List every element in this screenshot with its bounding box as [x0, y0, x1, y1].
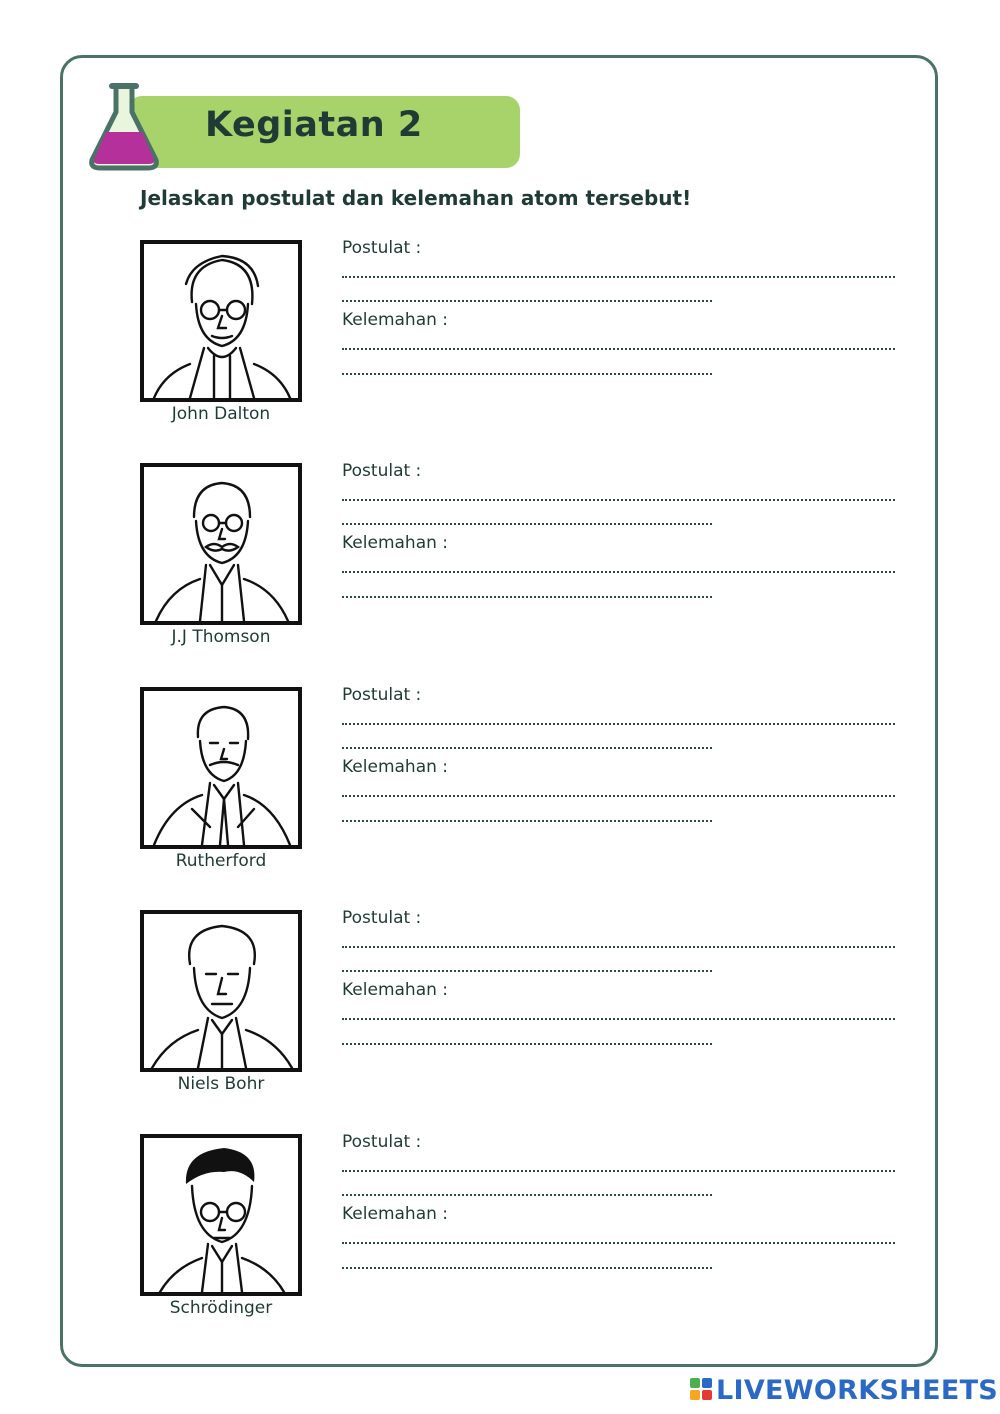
instruction-text: Jelaskan postulat dan kelemahan atom tersebut!	[140, 186, 692, 210]
answer-line[interactable]	[342, 1043, 712, 1045]
portrait-image	[140, 910, 302, 1072]
scientist-name: John Dalton	[171, 404, 271, 424]
answer-line[interactable]	[342, 723, 895, 725]
answer-line[interactable]	[342, 300, 712, 302]
answer-line[interactable]	[342, 523, 712, 525]
answer-line[interactable]	[342, 571, 895, 573]
portrait-image	[140, 687, 302, 849]
answer-line[interactable]	[342, 747, 712, 749]
portrait-drawing	[144, 244, 298, 398]
flask-icon	[86, 80, 162, 172]
scientist-name: Schrödinger	[169, 1298, 273, 1318]
postulat-label: Postulat :	[342, 908, 422, 928]
page-title: Kegiatan 2	[205, 105, 423, 145]
kelemahan-label: Kelemahan :	[342, 533, 449, 553]
portrait-drawing	[144, 691, 298, 845]
answer-line[interactable]	[342, 276, 895, 278]
answer-line[interactable]	[342, 820, 712, 822]
portrait-image	[140, 240, 302, 402]
portrait-drawing	[144, 914, 298, 1068]
answer-line[interactable]	[342, 1194, 712, 1196]
answer-line[interactable]	[342, 373, 712, 375]
answer-line[interactable]	[342, 1170, 895, 1172]
logo-grid-icon	[690, 1378, 712, 1400]
scientist-entry	[0, 1134, 1000, 1334]
logo-text: LIVEWORKSHEETS	[716, 1375, 999, 1406]
answer-line[interactable]	[342, 795, 895, 797]
postulat-label: Postulat :	[342, 238, 422, 258]
postulat-label: Postulat :	[342, 461, 422, 481]
answer-line[interactable]	[342, 499, 895, 501]
kelemahan-label: Kelemahan :	[342, 980, 449, 1000]
portrait-drawing	[144, 1138, 298, 1292]
answer-line[interactable]	[342, 970, 712, 972]
scientist-name: Rutherford	[175, 851, 267, 871]
kelemahan-label: Kelemahan :	[342, 310, 449, 330]
scientist-entry	[0, 687, 1000, 887]
portrait-drawing	[144, 467, 298, 621]
postulat-label: Postulat :	[342, 685, 422, 705]
scientist-entry	[0, 463, 1000, 663]
kelemahan-label: Kelemahan :	[342, 757, 449, 777]
answer-line[interactable]	[342, 348, 895, 350]
postulat-label: Postulat :	[342, 1132, 422, 1152]
scientist-name: J.J Thomson	[171, 627, 271, 647]
answer-line[interactable]	[342, 946, 895, 948]
scientist-name: Niels Bohr	[177, 1074, 265, 1094]
kelemahan-label: Kelemahan :	[342, 1204, 449, 1224]
answer-line[interactable]	[342, 1267, 712, 1269]
scientist-entry	[0, 910, 1000, 1110]
portrait-image	[140, 463, 302, 625]
scientist-entry	[0, 240, 1000, 440]
portrait-image	[140, 1134, 302, 1296]
answer-line[interactable]	[342, 1242, 895, 1244]
answer-line[interactable]	[342, 1018, 895, 1020]
answer-line[interactable]	[342, 596, 712, 598]
